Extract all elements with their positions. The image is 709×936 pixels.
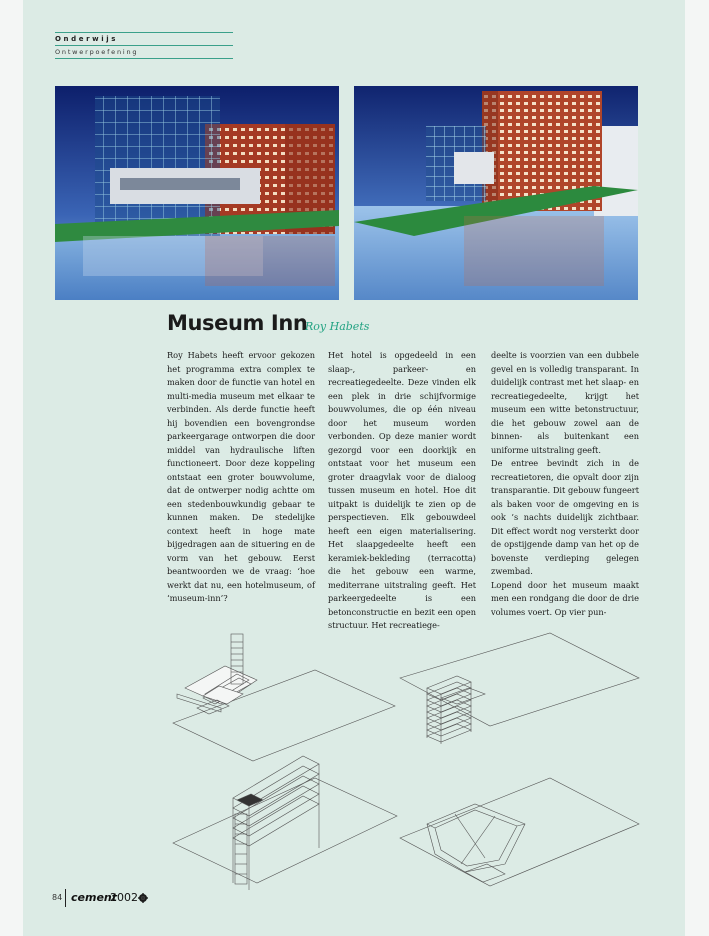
drawing-building-structure bbox=[173, 756, 397, 890]
render-photo-right bbox=[354, 86, 638, 300]
article-author: Roy Habets bbox=[305, 320, 370, 333]
text-column-3 bbox=[491, 349, 639, 619]
cement-logo-icon bbox=[138, 893, 148, 906]
section-label: Onderwijs bbox=[55, 35, 118, 43]
render-photo-left bbox=[55, 86, 339, 300]
paragraph: Het hotel is opgedeeld in een slaap-, parkeer- en recreatiegedeelte. Deze vinden elk een plek in drie schijfvormige bouwvolumes, die op één niveau door het museum worden verbonden. Op deze manier wordt gezorgd voor een doorkijk en ontstaat voor het museum een groter draagvlak voor de dialoog tussen museum en hotel. Hoe dit uitpakt is duidelijk te zien op de perspectieven. Elk gebouwdeel heeft een eigen materialisering. Het slaapgedeelte heeft een keramiek-bekleding (terracotta) die het gebouw een warme, mediterrane uitstraling geeft. Het parkeergedeelte is een betonconstructie en bezit een open structuur. Het recreatiege- bbox=[328, 350, 476, 630]
paragraph: deelte is voorzien van een dubbele gevel en is volledig transparant. In duidelijk contrast met het slaap- en recreatiegedeelte, krijgt het museum een witte betonstructuur, die het gebouw zowel aan de binnen- als buitenkant een uniforme uitstraling geeft. bbox=[491, 350, 639, 455]
text-column-2 bbox=[328, 349, 476, 633]
page-number: 84 bbox=[52, 893, 63, 902]
paragraph: Lopend door het museum maakt men een rondgang die door de drie volumes voert. Op vier pun- bbox=[491, 579, 639, 617]
header-rule-top bbox=[55, 32, 233, 33]
drawing-ground-floor-plan bbox=[400, 778, 639, 886]
paragraph: Roy Habets heeft ervoor gekozen het programma extra complex te maken door de functie van hotel en multi-media museum met elkaar te verbinden. Als derde functie heeft hij bovendien een bovengrondse parkeergarage ontworpen die door middel van hydraulische liften functioneert. Door deze koppeling ontstaat een groter bouwvolume, dat de ontwerper nodig achtte om een stedenbouwkundig gebaar te kunnen maken. De stedelijke context heeft in hoge mate bijgedragen aan de situering en de vorm van het gebouw. Eerst beantwoorden we de vraag: ‘hoe werkt dat nu, een hotelmuseum, of ‘museum-inn’? bbox=[167, 350, 315, 603]
drawing-tower-floors bbox=[400, 633, 639, 744]
header-rule-bottom bbox=[55, 58, 233, 59]
drawing-exploded-volumes bbox=[173, 634, 395, 761]
subsection-label: Ontwerpoefening bbox=[55, 48, 139, 56]
text-column-1 bbox=[167, 349, 315, 606]
footer-divider bbox=[65, 889, 66, 907]
paragraph: De entree bevindt zich in de recreatietoren, die opvalt door zijn transparantie. Dit gebouw fungeert als baken voor de omgeving en is ook ’s nachts duidelijk zichtbaar. Dit effect wordt nog versterkt door de opstijgende damp van het op de bovenste verdieping gelegen zwembad. bbox=[491, 458, 639, 576]
magazine-year: 2002 bbox=[110, 891, 138, 904]
axonometric-drawings bbox=[165, 628, 640, 900]
magazine-name: cement bbox=[71, 891, 117, 904]
article-title: Museum Inn bbox=[167, 311, 308, 335]
header-rule-middle bbox=[55, 45, 233, 46]
